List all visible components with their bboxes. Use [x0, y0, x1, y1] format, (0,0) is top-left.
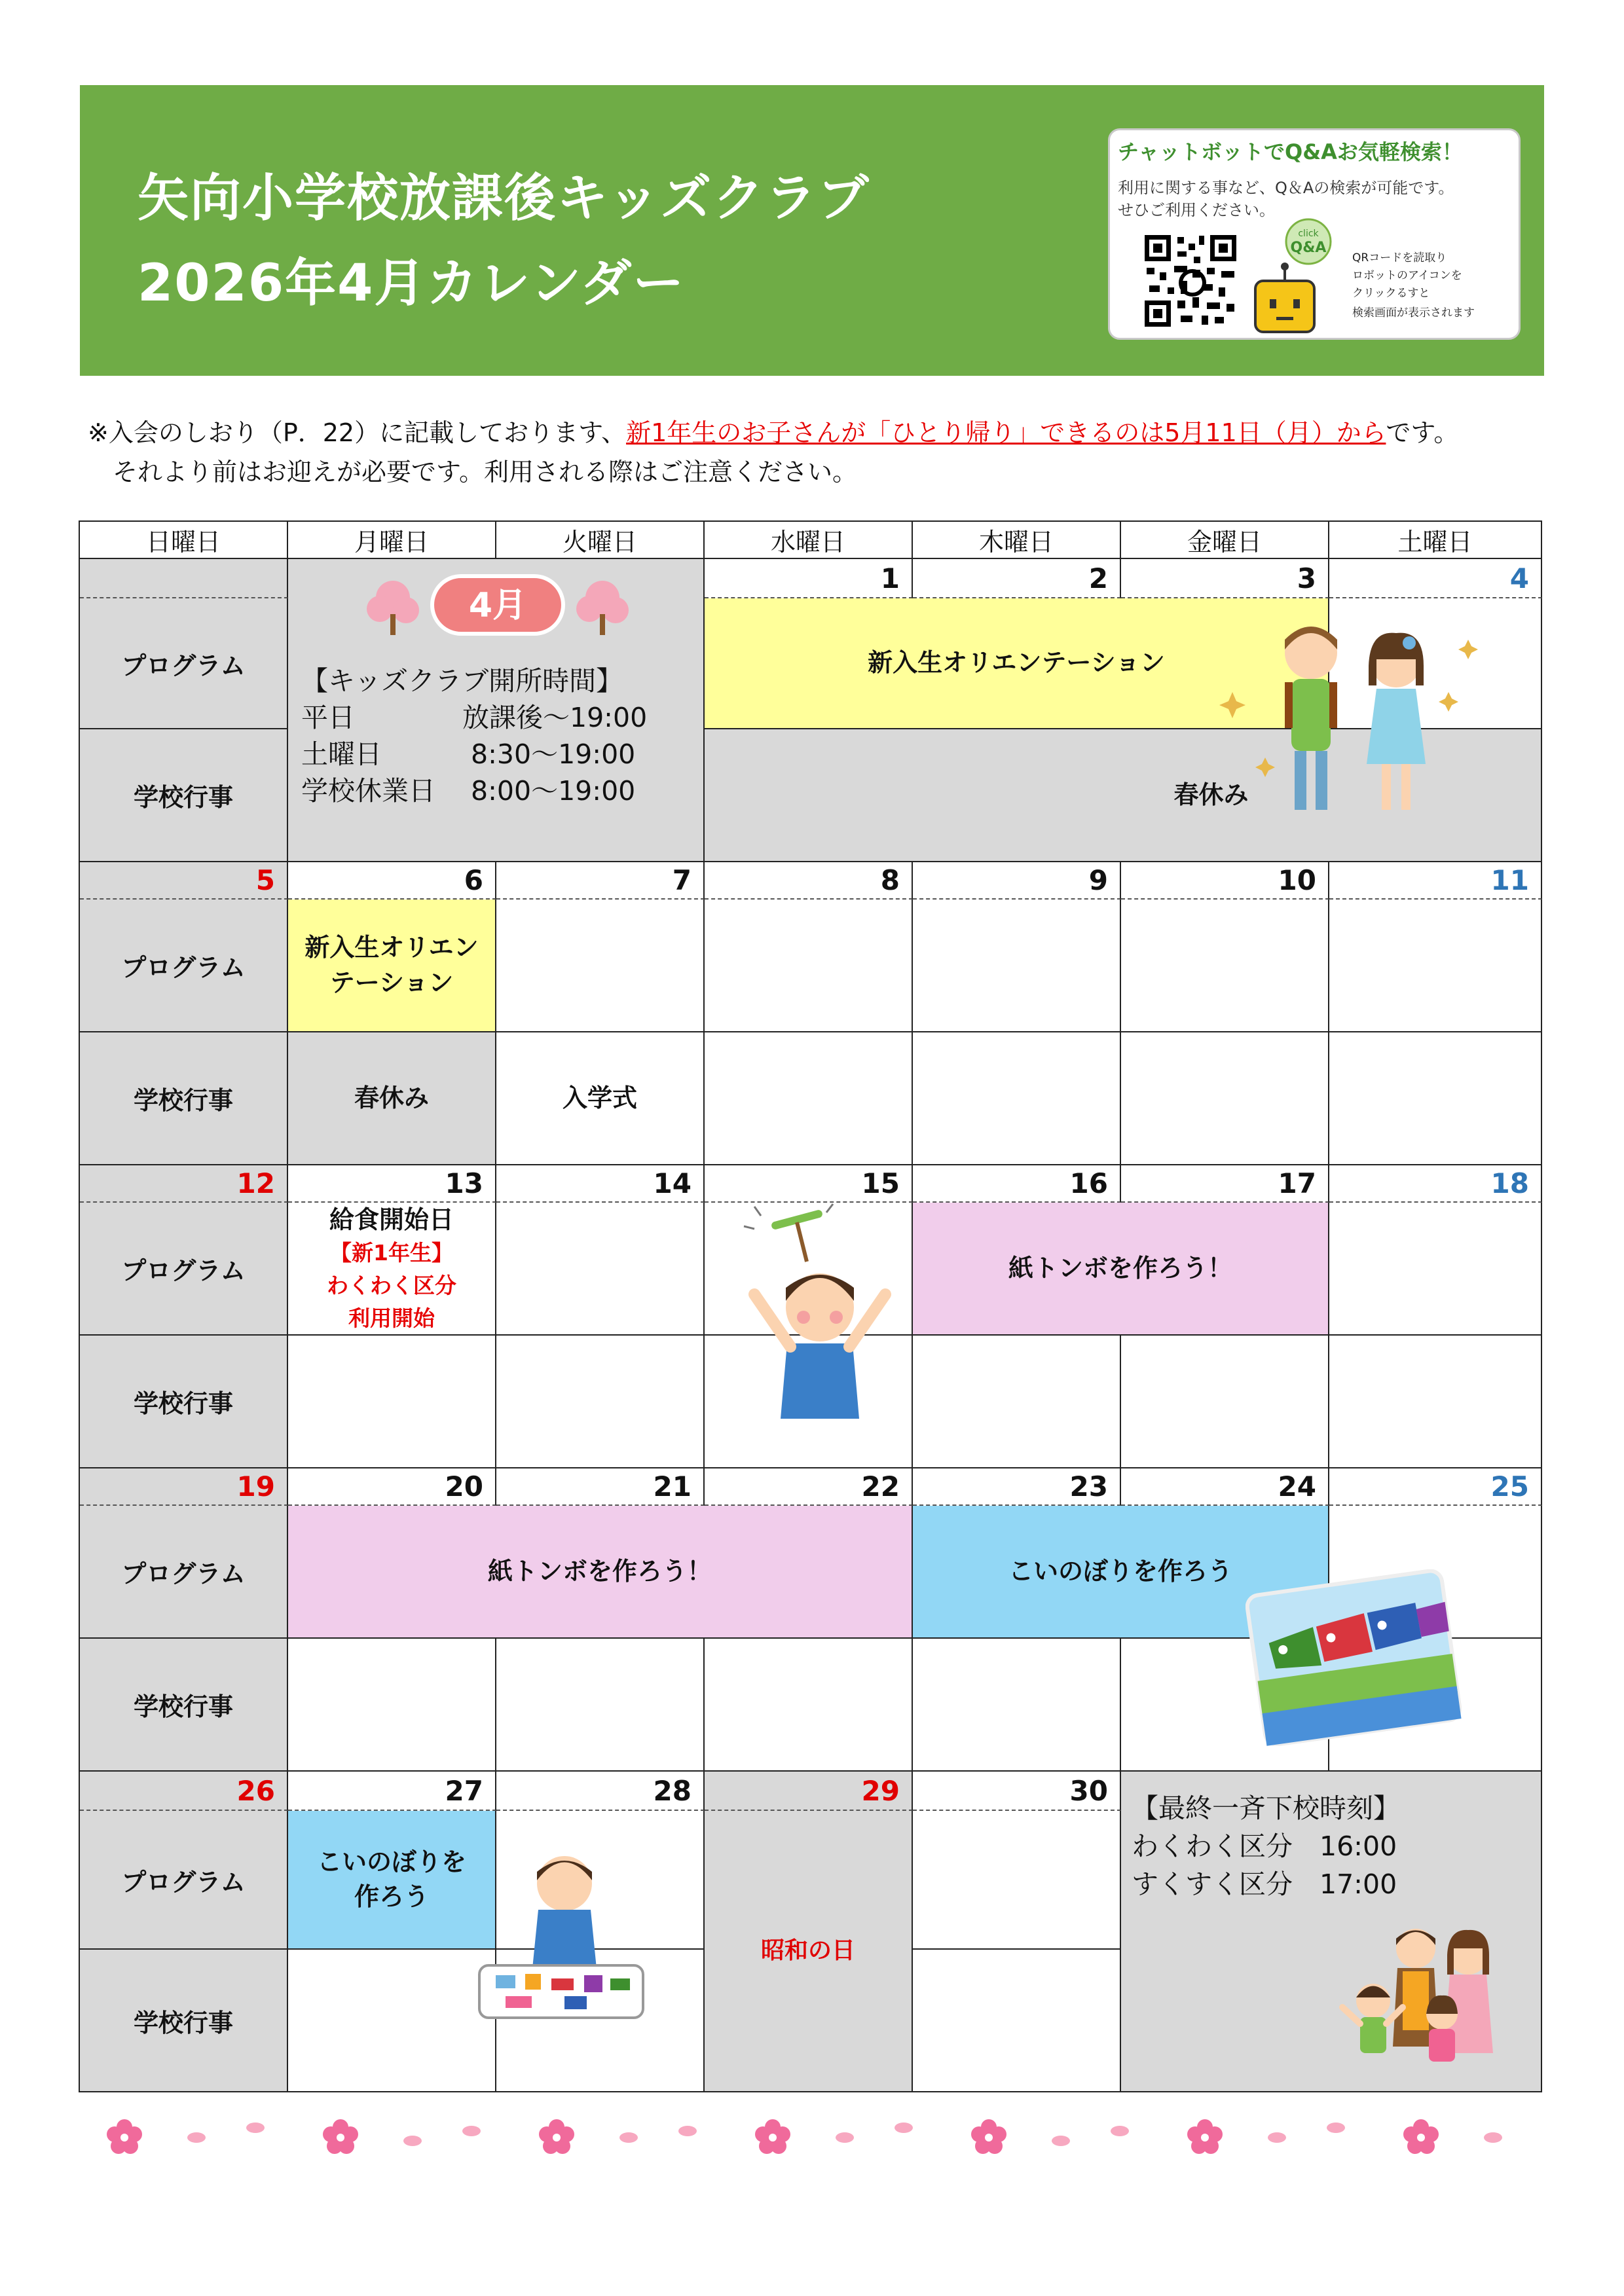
chatbot-heading: チャットボットでQ&Aお気軽検索！ — [1118, 139, 1463, 164]
dismissal-sukusuku: すくすく区分 17:00 — [1132, 1868, 1397, 1900]
event-showa-day: 昭和の日 — [705, 1811, 913, 2092]
lunch-start-label: 給食開始日 — [329, 1205, 454, 1234]
date-cell: 29 — [705, 1772, 913, 1811]
wakuwaku-label: わくわく区分 — [327, 1272, 456, 1298]
school-cell — [913, 1950, 1121, 2092]
program-cell — [496, 900, 705, 1032]
boy-dragonfly-illustration — [741, 1203, 898, 1425]
hours-saturday: 土曜日 8:30～19:00 — [301, 738, 636, 770]
svg-text:Q&A: Q&A — [1290, 240, 1327, 256]
row-label-program: プログラム — [80, 1811, 288, 1950]
row-label-program: プログラム — [80, 598, 288, 729]
school-cell — [913, 1032, 1121, 1165]
school-cell — [288, 1336, 496, 1468]
hours-holiday: 学校休業日 8:00～19:00 — [301, 775, 636, 807]
page-title: 矢向小学校放課後キッズクラブ — [138, 169, 870, 228]
chatbot-note: 検索画面が表示されます — [1352, 306, 1475, 319]
notice-line-2: それより前はお迎えが必要です。利用される際はご注意ください。 — [113, 458, 857, 486]
hours-title: 【キッズクラブ開所時間】 — [301, 665, 623, 697]
weekday-header: 火曜日 — [496, 522, 705, 559]
school-cell — [496, 1336, 705, 1468]
dismissal-wakuwaku: わくわく区分 16:00 — [1132, 1831, 1397, 1862]
event-orientation: 新入生オリエンテーション — [705, 598, 1329, 729]
date-cell: 7 — [496, 862, 705, 900]
april-badge-text: 4月 — [468, 586, 527, 625]
date-cell: 20 — [288, 1468, 496, 1506]
weekday-header: 月曜日 — [288, 522, 496, 559]
chatbot-text: 利用に関する事など、Q＆Aの検索が可能です。 — [1118, 179, 1454, 197]
date-cell: 11 — [1329, 862, 1542, 900]
program-cell — [496, 1203, 705, 1336]
school-cell — [1329, 1336, 1542, 1468]
notice-line-1 — [88, 412, 1458, 448]
program-cell — [1329, 1203, 1542, 1336]
family-illustration — [1337, 1903, 1527, 2079]
date-cell: 19 — [80, 1468, 288, 1506]
date-cell: 18 — [1329, 1165, 1542, 1203]
notice-suffix: です。 — [1386, 418, 1459, 447]
school-cell — [705, 1639, 913, 1772]
date-cell: 15 — [705, 1165, 913, 1203]
date-cell: 21 — [496, 1468, 705, 1506]
row-label-school: 学校行事 — [80, 1032, 288, 1165]
chatbot-text: せひご利用ください。 — [1118, 201, 1275, 219]
program-cell — [913, 900, 1121, 1032]
robot-icon[interactable] — [1249, 261, 1321, 337]
event-spring-break: 春休み — [705, 729, 1542, 862]
school-cell — [913, 1639, 1121, 1772]
row-label-school: 学校行事 — [80, 729, 288, 862]
dismissal-title: 【最終一斉下校時刻】 — [1132, 1793, 1400, 1824]
school-cell — [705, 1032, 913, 1165]
date-cell: 9 — [913, 862, 1121, 900]
dismissal-time-box — [1121, 1772, 1542, 2092]
weekday-header: 木曜日 — [913, 522, 1121, 559]
row-label-program: プログラム — [80, 1203, 288, 1336]
date-cell: 27 — [288, 1772, 496, 1811]
row-label-school: 学校行事 — [80, 1950, 288, 2092]
event-paper-dragonfly: 紙トンボを作ろう！ — [913, 1203, 1329, 1336]
date-cell: 22 — [705, 1468, 913, 1506]
event-koinobori: こいのぼりを作ろう — [913, 1506, 1329, 1639]
qr-code-icon[interactable] — [1141, 232, 1240, 330]
program-cell — [913, 1811, 1121, 1950]
date-cell: 30 — [913, 1772, 1121, 1811]
page-subtitle: 2026年4月カレンダー — [138, 254, 686, 313]
hours-weekday: 平日 放課後～19:00 — [301, 702, 648, 733]
april-badge-icon — [367, 568, 629, 640]
opening-hours-box — [288, 559, 705, 862]
school-cell — [288, 1950, 496, 2092]
school-cell — [496, 1639, 705, 1772]
school-cell — [1329, 1032, 1542, 1165]
svg-text:click: click — [1298, 228, 1319, 239]
date-cell: 26 — [80, 1772, 288, 1811]
chatbot-note: QRコードを読取り — [1352, 251, 1447, 264]
date-cell: 12 — [80, 1165, 288, 1203]
program-cell — [1329, 900, 1542, 1032]
date-cell: 23 — [913, 1468, 1121, 1506]
school-cell — [288, 1639, 496, 1772]
row-label-program: プログラム — [80, 900, 288, 1032]
girl-crafting-illustration — [473, 1844, 650, 2028]
date-cell: 5 — [80, 862, 288, 900]
row-label-school: 学校行事 — [80, 1639, 288, 1772]
new-first-graders-label: 【新1年生】 — [330, 1239, 453, 1266]
row-label-school: 学校行事 — [80, 1336, 288, 1468]
program-cell — [1121, 900, 1329, 1032]
weekday-header: 日曜日 — [80, 522, 288, 559]
date-cell: 3 — [1121, 559, 1329, 598]
notice-prefix: ※入会のしおり（P．22）に記載しております、 — [88, 418, 627, 447]
school-cell — [1121, 1032, 1329, 1165]
koinobori-illustration — [1246, 1569, 1462, 1746]
sakura-border-decoration — [85, 2108, 1539, 2167]
weekday-header: 土曜日 — [1329, 522, 1542, 559]
date-cell: 17 — [1121, 1165, 1329, 1203]
calendar-grid — [79, 520, 1542, 2092]
usage-start-label: 利用開始 — [348, 1305, 435, 1331]
event-paper-dragonfly: 紙トンボを作ろう！ — [288, 1506, 913, 1639]
notice-highlight: 新1年生のお子さんが「ひとり帰り」できるのは5月11日（月）から — [626, 418, 1386, 447]
date-cell: 25 — [1329, 1468, 1542, 1506]
chatbot-note: クリックるすと — [1352, 287, 1430, 300]
weekday-header: 水曜日 — [705, 522, 913, 559]
school-cell — [913, 1336, 1121, 1468]
row-label-program: プログラム — [80, 1506, 288, 1639]
qa-click-badge-icon — [1279, 215, 1338, 268]
date-cell: 28 — [496, 1772, 705, 1811]
date-cell: 10 — [1121, 862, 1329, 900]
date-cell: 4 — [1329, 559, 1542, 598]
date-cell: 24 — [1121, 1468, 1329, 1506]
weekday-header: 金曜日 — [1121, 522, 1329, 559]
new-students-illustration — [1219, 613, 1521, 829]
event-spring-break: 春休み — [288, 1032, 496, 1165]
date-cell — [80, 559, 288, 598]
date-cell: 16 — [913, 1165, 1121, 1203]
chatbot-panel[interactable] — [1108, 128, 1521, 340]
program-cell — [705, 900, 913, 1032]
event-orientation: 新入生オリエン テーション — [288, 900, 496, 1032]
event-entrance-ceremony: 入学式 — [496, 1032, 705, 1165]
date-cell: 2 — [913, 559, 1121, 598]
date-cell: 8 — [705, 862, 913, 900]
school-cell — [1121, 1336, 1329, 1468]
chatbot-note: ロボットのアイコンを — [1352, 269, 1462, 282]
date-cell: 6 — [288, 862, 496, 900]
date-cell: 14 — [496, 1165, 705, 1203]
event-koinobori: こいのぼりを 作ろう — [288, 1811, 496, 1950]
lunch-start-cell — [288, 1203, 496, 1336]
date-cell: 1 — [705, 559, 913, 598]
date-cell: 13 — [288, 1165, 496, 1203]
